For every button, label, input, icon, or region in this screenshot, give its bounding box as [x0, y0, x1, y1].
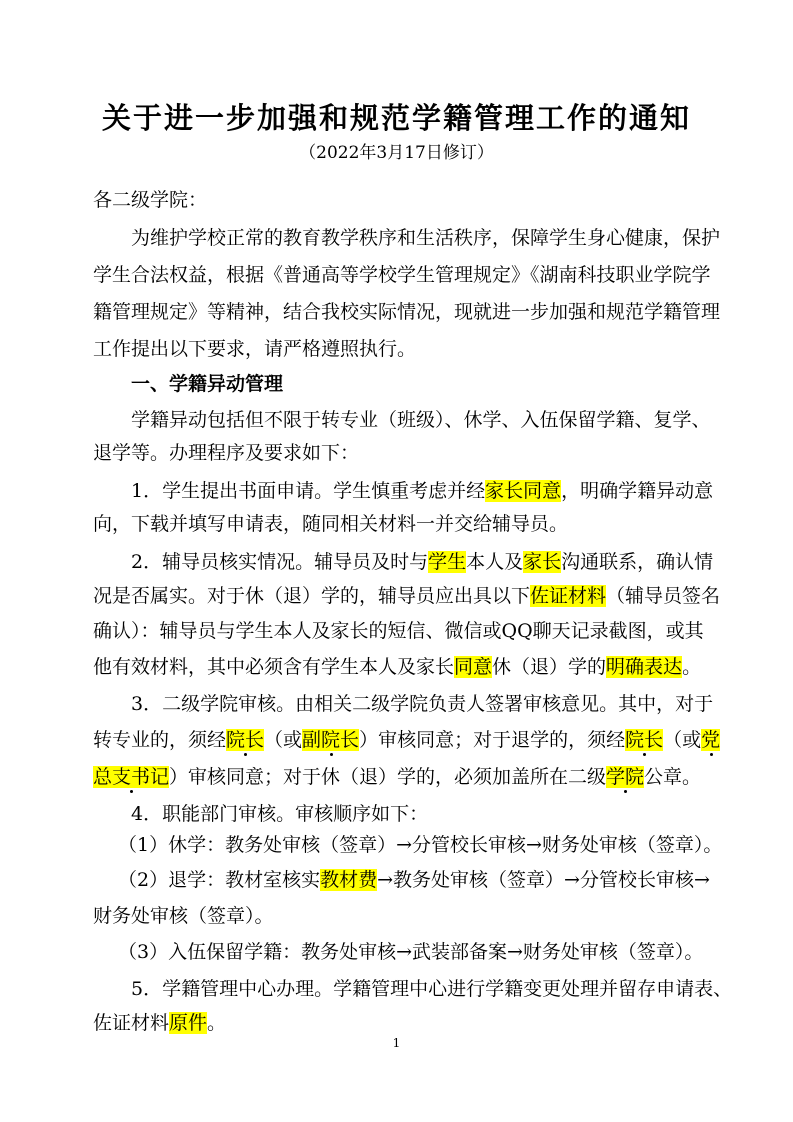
highlight: 原件 — [169, 1012, 208, 1034]
section-intro-line-2: 退学等。办理程序及要求如下： — [93, 442, 360, 464]
text-run: →教务处审核（签章）→分管校长审核→ — [377, 869, 710, 891]
step4-item-3: （3）入伍保留学籍：教务处审核→武装部备案→财务处审核（签章）。 — [118, 941, 704, 963]
text-run: （辅导员签名 — [606, 585, 721, 607]
text-run: 况是否属实。对于休（退）学的，辅导员应出具以下 — [93, 585, 531, 607]
step2-line-1 — [131, 549, 713, 575]
highlight: 家长同意 — [485, 480, 562, 502]
highlight: 副院长 — [302, 729, 360, 751]
page-number: 1 — [392, 1036, 401, 1050]
text-run: 。 — [207, 1012, 227, 1034]
document-subtitle: （2022年3月17日修订） — [299, 143, 494, 163]
highlight: 总支书记 — [93, 766, 170, 788]
text-run: 本人及 — [466, 551, 524, 573]
text-run: （或 — [264, 729, 303, 751]
step4-item-2-line-2: 财务处审核（签章）。 — [93, 905, 274, 927]
step5-line-1: 5．学籍管理中心办理。学籍管理中心进行学籍变更处理并留存申请表、 — [131, 978, 733, 1000]
highlight: 家长 — [523, 551, 562, 573]
step5-line-2 — [93, 1010, 226, 1036]
text-run: （或 — [663, 729, 702, 751]
step1-line-2: 向，下载并填写申请表，随同相关材料一并交给辅导员。 — [93, 513, 569, 535]
text-run: 2．辅导员核实情况。辅导员及时与 — [131, 551, 429, 573]
text-run: 沟通联系，确认情 — [561, 551, 714, 573]
highlight: 院长 — [625, 729, 664, 751]
highlight: 佐证材料 — [530, 585, 607, 607]
text-run: 1．学生提出书面申请。学生慎重考虑并经 — [131, 480, 486, 502]
document-title: 关于进一步加强和规范学籍管理工作的通知 — [101, 101, 691, 135]
text-run: ，明确学籍异动意 — [561, 480, 714, 502]
step4-line-1: 4．职能部门审核。审核顺序如下： — [131, 803, 429, 825]
highlight: 党 — [701, 729, 721, 751]
intro-line-3: 籍管理规定》等精神，结合我校实际情况，现就进一步加强和规范学籍管理 — [93, 301, 721, 323]
step4-item-2-line-1 — [118, 867, 710, 893]
step2-line-4 — [93, 654, 701, 680]
highlight: 学生 — [428, 551, 467, 573]
step2-line-3: 确认）：辅导员与学生本人及家长的短信、微信或QQ聊天记录截图，或其 — [93, 620, 704, 642]
text-run: 转专业的，须经 — [93, 729, 227, 751]
step1-line-1 — [131, 478, 713, 504]
text-run: 。 — [682, 656, 702, 678]
section-heading: 一、学籍异动管理 — [131, 373, 284, 395]
text-run: 公章。 — [644, 766, 702, 788]
text-run: （2）退学：教材室核实 — [118, 869, 321, 891]
intro-line-1: 为维护学校正常的教育教学秩序和生活秩序，保障学生身心健康，保护 — [131, 227, 721, 249]
highlight: 教材费 — [320, 869, 378, 891]
highlight: 明确表达 — [606, 656, 683, 678]
step3-line-2 — [93, 727, 720, 753]
text-run: 佐证材料 — [93, 1012, 170, 1034]
step4-item-1: （1）休学：教务处审核（签章）→分管校长审核→财务处审核（签章）。 — [118, 834, 723, 856]
step3-line-1: 3．二级学院审核。由相关二级学院负责人签署审核意见。其中，对于 — [131, 693, 714, 715]
salutation: 各二级学院： — [93, 189, 208, 211]
highlight: 同意 — [454, 656, 493, 678]
highlight: 院长 — [226, 729, 265, 751]
intro-line-4: 工作提出以下要求，请严格遵照执行。 — [93, 338, 417, 360]
section-intro-line-1: 学籍异动包括但不限于转专业（班级）、休学、入伍保留学籍、复学、 — [131, 409, 711, 431]
text-run: 他有效材料，其中必须含有学生本人及家长 — [93, 656, 455, 678]
text-run: ）审核同意；对于休（退）学的，必须加盖所在二级 — [169, 766, 607, 788]
step2-line-2 — [93, 583, 720, 609]
text-run: ）审核同意；对于退学的，须经 — [359, 729, 626, 751]
intro-line-2: 学生合法权益，根据《普通高等学校学生管理规定》《湖南科技职业学院学 — [93, 264, 711, 286]
step3-line-3 — [93, 764, 701, 790]
text-run: 休（退）学的 — [492, 656, 607, 678]
highlight: 学院 — [606, 766, 645, 788]
